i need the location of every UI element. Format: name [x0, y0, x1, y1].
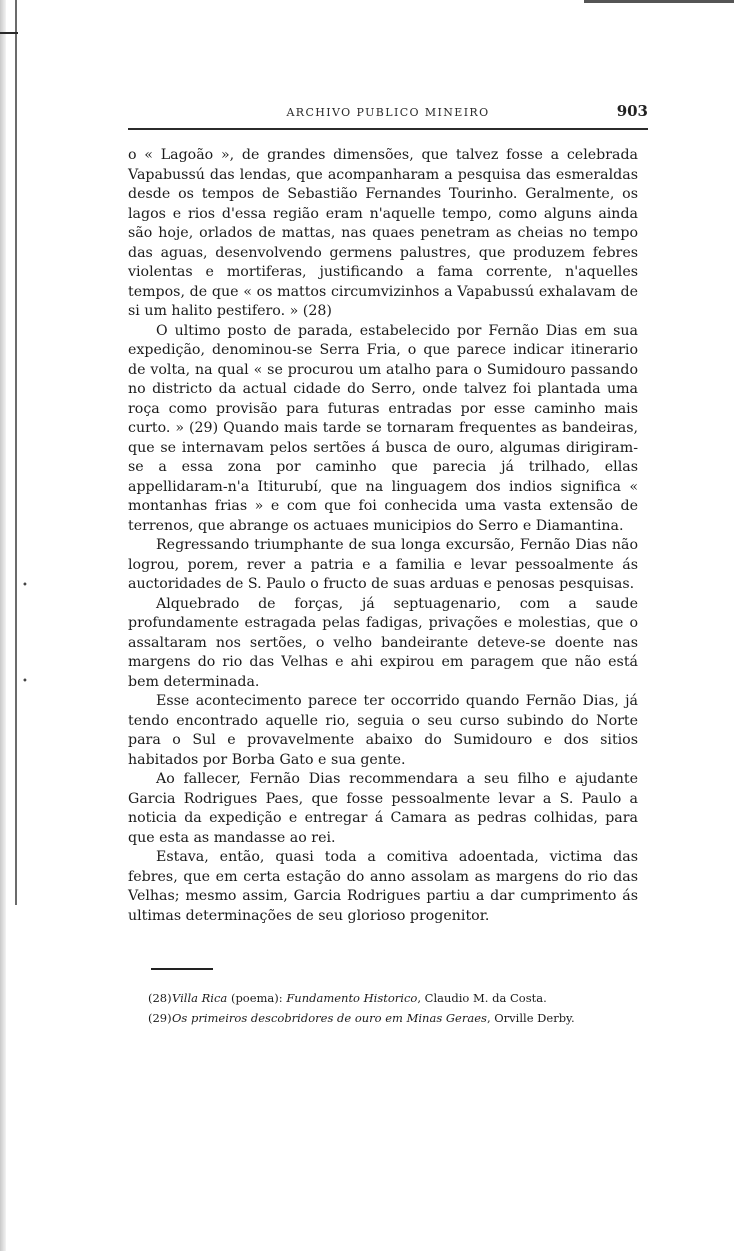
page-edge-shadow	[0, 0, 6, 1251]
footnotes	[148, 988, 638, 1028]
body-text	[128, 146, 638, 926]
paragraph-1: o « Lagoão », de grandes dimensões, que talvez fosse a celebrada Vapabussú das lendas, que acompanharam a pesquisa das esmeraldas desde os tempos de Sebastião Fernandes Tourinho. Geralmente, os lagos e rios d'essa região eram n'aquelle tempo, como alguns ainda são hoje, orlados de mattas, nas quaes penetram as cheias no tempo das aguas, desenvolvendo germens palustres, que produzem febres violentas e mortiferas, justificando a fama corrente, n'aquelles tempos, de que « os mattos circumvizinhos a Vapabussú exhalavam de si um halito pestifero. » (28)	[128, 147, 638, 319]
page-number: 903	[616, 102, 648, 120]
paragraph-5: Esse acontecimento parece ter occorrido quando Fernão Dias, já tendo encontrado aquelle rio, seguia o seu curso subindo do Norte para o Sul e provavelmente abaixo do Sumidouro e dos sitios habitados por Borba Gato e sua gente.	[128, 693, 638, 768]
footnote-number: (28)	[148, 991, 172, 1005]
paragraph-4: Alquebrado de forças, já septuagenario, com a saude profundamente estragada pelas fadigas, privações e molestias, que o assaltaram nos sertões, o velho bandeirante deteve-se doente nas margens do rio das Velhas e ahi expirou em paragem que não está bem determinada.	[128, 595, 638, 690]
margin-mark: •	[22, 676, 28, 687]
paragraph-7: Estava, então, quasi toda a comitiva adoentada, victima das febres, que em certa estação do anno assolam as margens do rio das Velhas; mesmo assim, Garcia Rodrigues partiu a dar cumprimento ás ultimas determinações de seu glorioso progenitor.	[128, 849, 638, 924]
footnote-author: , Orville Derby.	[486, 1011, 575, 1025]
paragraph-6: Ao fallecer, Fernão Dias recommendara a seu filho e ajudante Garcia Rodrigues Paes, que fosse pessoalmente levar a S. Paulo a noticia da expedição e entregar á Camara as pedras colhidas, para que esta as mandasse ao rei.	[128, 771, 638, 846]
footnote-title: Villa Rica	[172, 991, 228, 1005]
top-corner-rule	[584, 0, 734, 3]
footnote-28	[148, 988, 638, 1008]
page-header	[128, 104, 648, 128]
footnote-title: Os primeiros descobridores de ouro em Minas Geraes	[172, 1011, 487, 1025]
paragraph-3: Regressando triumphante de sua longa excursão, Fernão Dias não logrou, porem, rever a patria e a familia e levar pessoalmente ás auctoridades de S. Paulo o fructo de suas arduas e penosas pesquisas.	[128, 537, 638, 592]
page-edge-line	[15, 0, 17, 905]
footnote-title: Fundamento Historico	[286, 991, 418, 1005]
running-head: ARCHIVO PUBLICO MINEIRO	[286, 106, 490, 119]
footnote-text: (poema):	[227, 991, 287, 1005]
margin-mark: •	[22, 580, 28, 591]
page-edge-tick	[0, 32, 18, 34]
header-rule	[128, 128, 648, 130]
footnote-author: , Claudio M. da Costa.	[417, 991, 547, 1005]
footnote-rule	[151, 968, 213, 970]
footnote-29	[148, 1008, 638, 1028]
paragraph-2: O ultimo posto de parada, estabelecido por Fernão Dias em sua expedição, denominou-se Serra Fria, o que parece indicar itinerario de volta, na qual « se procurou um atalho para o Sumidouro passando no districto da actual cidade do Serro, onde talvez foi plantada uma roça como provisão para futuras entradas por esse caminho mais curto. » (29) Quando mais tarde se tornaram frequentes as bandeiras, que se internavam pelos sertões á busca de ouro, algumas dirigiram-se a essa zona por caminho que parecia já trilhado, ellas appellidaram-n'a Ititurubí, que na linguagem dos indios significa « montanhas frias » e com que foi conhecida uma vasta extensão de terrenos, que abrange os actuaes municipios do Serro e Diamantina.	[128, 322, 638, 534]
footnote-number: (29)	[148, 1011, 172, 1025]
